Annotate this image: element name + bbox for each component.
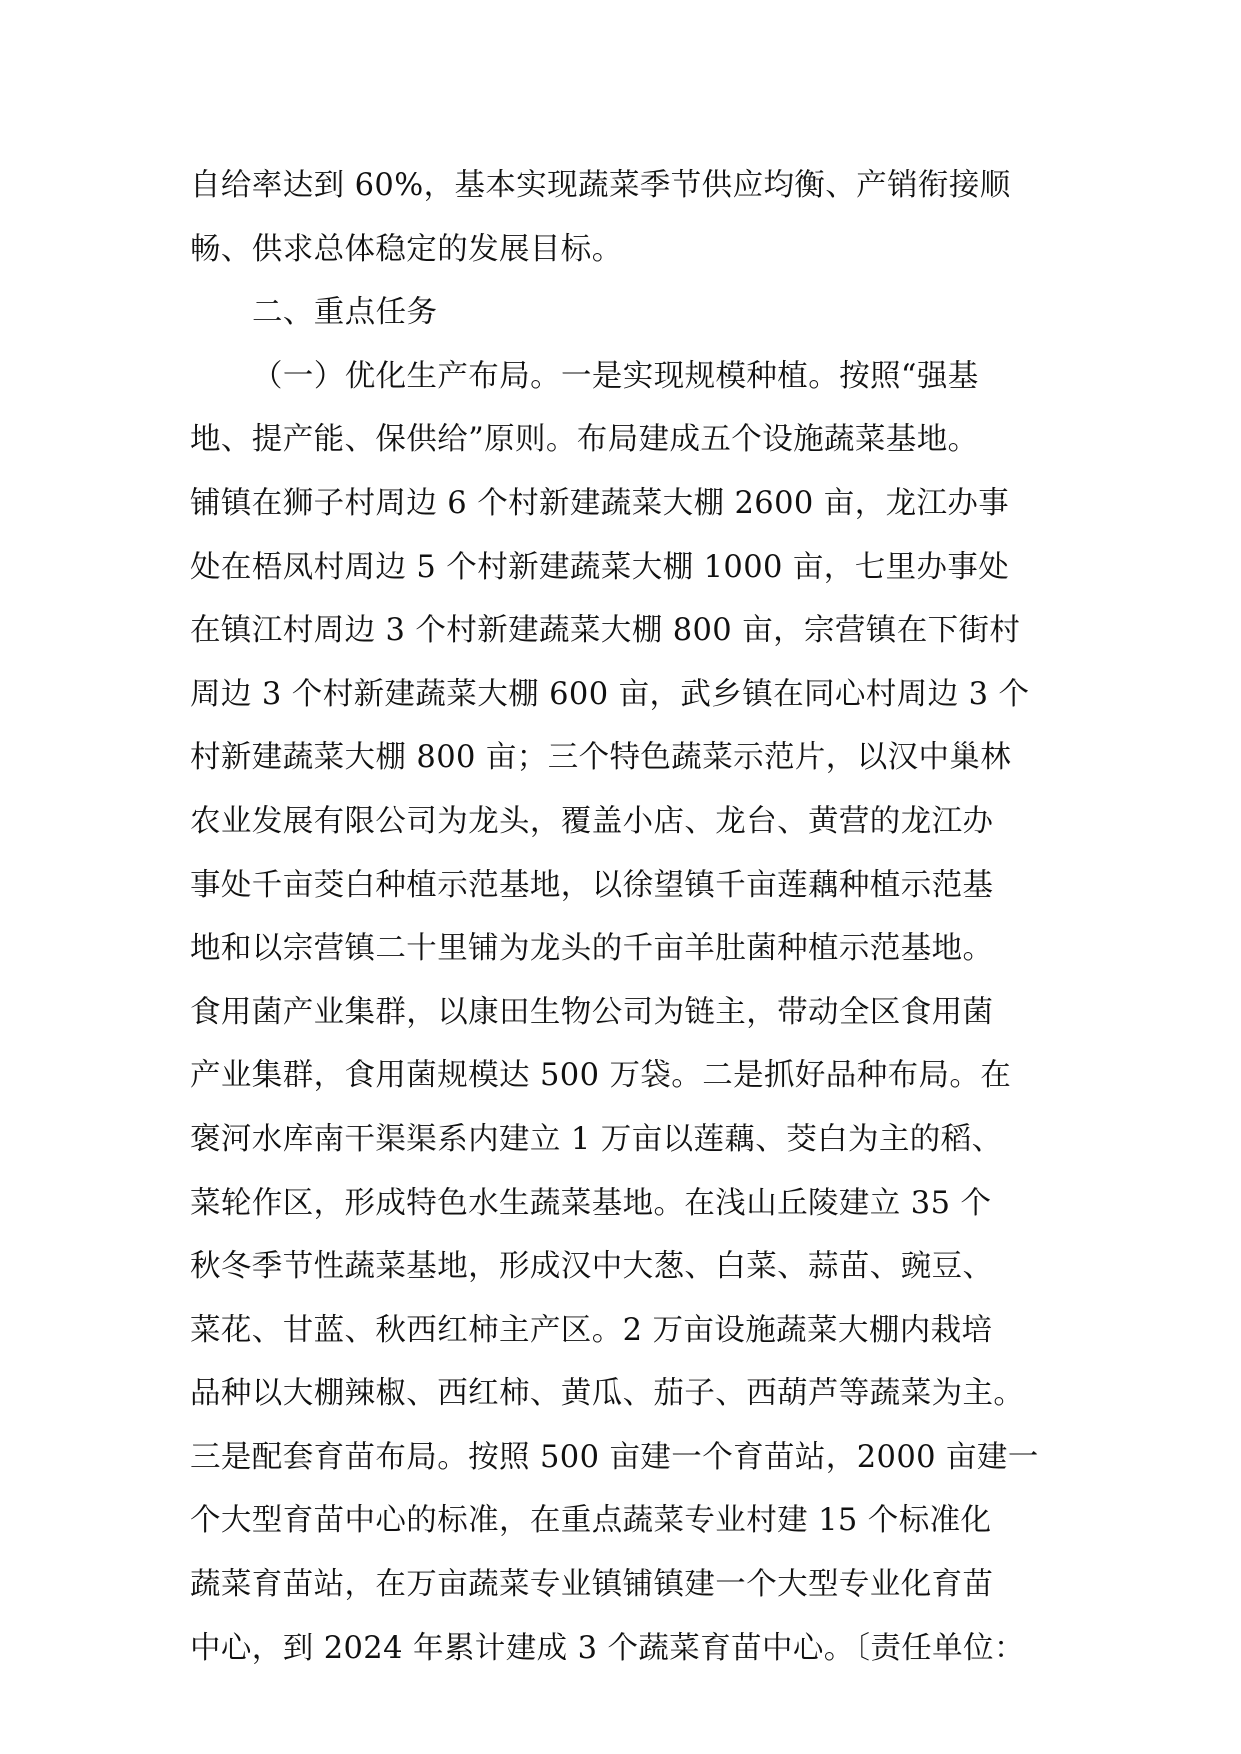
section-heading: 二、重点任务 <box>252 295 438 331</box>
body-line: 村新建蔬菜大棚 800 亩；三个特色蔬菜示范片，以汉中巢林 <box>190 740 1012 776</box>
body-line: 地、提产能、保供给”原则。布局建成五个设施蔬菜基地。 <box>190 422 979 458</box>
body-line: 事处千亩茭白种植示范基地，以徐望镇千亩莲藕种植示范基 <box>190 867 994 903</box>
body-line: 铺镇在狮子村周边 6 个村新建蔬菜大棚 2600 亩，龙江办事 <box>190 485 1010 521</box>
body-line: 食用菌产业集群，以康田生物公司为链主，带动全区食用菌 <box>190 994 994 1030</box>
document-body <box>190 154 1070 1680</box>
body-line: 处在梧凤村周边 5 个村新建蔬菜大棚 1000 亩，七里办事处 <box>190 549 1010 585</box>
body-line: 秋冬季节性蔬菜基地，形成汉中大葱、白菜、蒜苗、豌豆、 <box>190 1249 994 1285</box>
body-line: 畅、供求总体稳定的发展目标。 <box>190 231 623 267</box>
body-line: 中心，到 2024 年累计建成 3 个蔬菜育苗中心。〔责任单位： <box>190 1630 1025 1666</box>
body-line: 褒河水库南干渠渠系内建立 1 万亩以莲藕、茭白为主的稻、 <box>190 1121 1003 1157</box>
body-line: 三是配套育苗布局。按照 500 亩建一个育苗站，2000 亩建一 <box>190 1439 1039 1475</box>
body-line: 产业集群，食用菌规模达 500 万袋。二是抓好品种布局。在 <box>190 1058 1012 1094</box>
body-line: 地和以宗营镇二十里铺为龙头的千亩羊肚菌种植示范基地。 <box>190 931 994 967</box>
body-line: 菜轮作区，形成特色水生蔬菜基地。在浅山丘陵建立 35 个 <box>190 1185 992 1221</box>
body-line: 菜花、甘蓝、秋西红柿主产区。2 万亩设施蔬菜大棚内栽培 <box>190 1312 993 1348</box>
body-line: 品种以大棚辣椒、西红柿、黄瓜、茄子、西葫芦等蔬菜为主。 <box>190 1376 1025 1412</box>
subsection-heading-line: （一）优化生产布局。一是实现规模种植。按照“强基 <box>252 358 979 394</box>
body-line: 个大型育苗中心的标准，在重点蔬菜专业村建 15 个标准化 <box>190 1503 992 1539</box>
body-line: 蔬菜育苗站，在万亩蔬菜专业镇铺镇建一个大型专业化育苗 <box>190 1567 994 1603</box>
body-line: 周边 3 个村新建蔬菜大棚 600 亩，武乡镇在同心村周边 3 个 <box>190 676 1030 712</box>
body-line: 在镇江村周边 3 个村新建蔬菜大棚 800 亩，宗营镇在下街村 <box>190 613 1021 649</box>
body-line: 农业发展有限公司为龙头，覆盖小店、龙台、黄营的龙江办 <box>190 803 994 839</box>
body-line: 自给率达到 60%，基本实现蔬菜季节供应均衡、产销衔接顺 <box>190 168 1011 203</box>
